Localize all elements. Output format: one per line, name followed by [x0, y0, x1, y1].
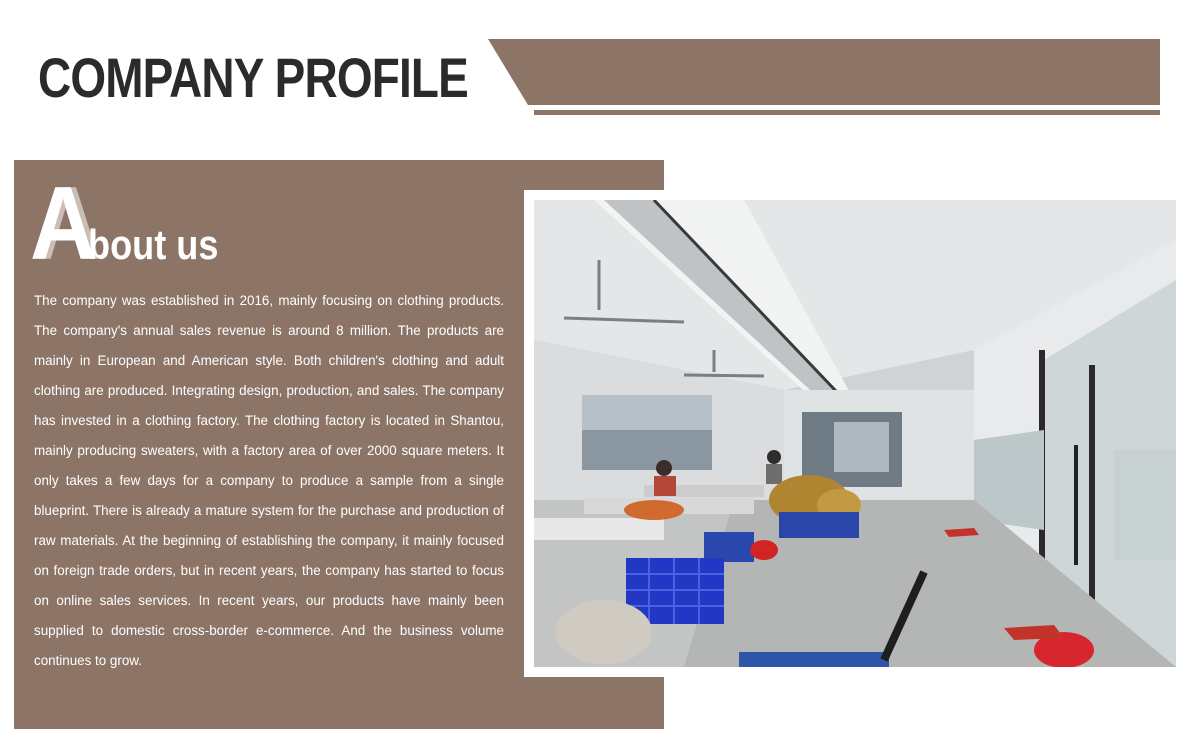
- factory-photo-frame: [524, 190, 1176, 677]
- about-description: The company was established in 2016, mainly focusing on clothing products. The company's annual sales revenue is around 8 million. The products are mainly in European and American style. Both children's clothing and adult clothing are produced. Integrating design, production, and sales. The company has invested in a clothing factory. The clothing factory is located in Shantou, mainly producing sweaters, with a factory area of over 2000 square meters. It only takes a few days for a company to produce a sample from a single blueprint. There is already a mature system for the purchase and production of raw materials. At the beginning of establishing the company, it mainly focused on foreign trade orders, but in recent years, the company has started to focus on online sales services. In recent years, our products have mainly been supplied to domestic cross-border e-commerce. And the business volume continues to grow.: [34, 293, 504, 668]
- header-decor-band: [488, 39, 1160, 105]
- page-title: COMPANY PROFILE: [38, 46, 468, 109]
- about-heading-initial: A: [30, 166, 97, 282]
- header-decor-rule: [534, 110, 1160, 115]
- factory-interior-illustration: [534, 200, 1176, 667]
- about-heading-rest: bout us: [88, 221, 219, 268]
- factory-photo: [534, 200, 1176, 667]
- about-heading: [30, 166, 219, 282]
